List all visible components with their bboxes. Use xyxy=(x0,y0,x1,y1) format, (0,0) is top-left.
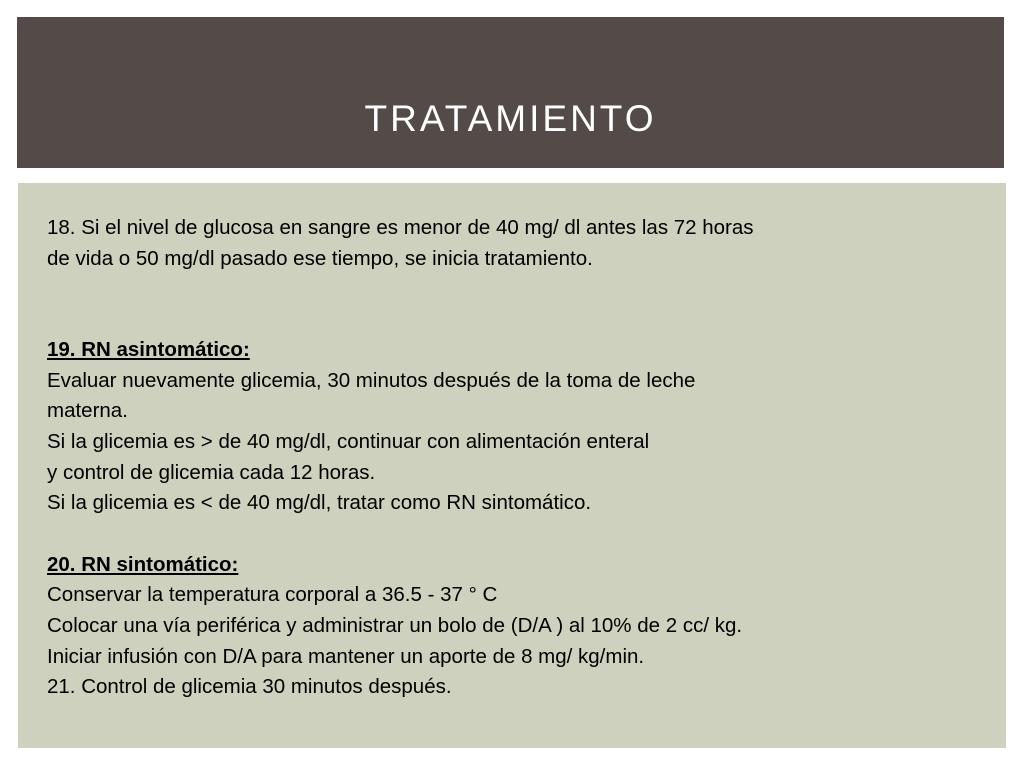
spacer xyxy=(47,519,947,550)
section-19-line: y control de glicemia cada 12 horas. xyxy=(47,460,376,484)
section-19-line: Evaluar nuevamente glicemia, 30 minutos después de la toma de leche xyxy=(47,368,696,392)
slide-title: TRATAMIENTO xyxy=(364,98,657,139)
section-19-line: Si la glicemia es < de 40 mg/dl, tratar como RN sintomático. xyxy=(47,491,592,515)
item-18-line-1: 18. Si el nivel de glucosa en sangre es menor de 40 mg/ dl antes las 72 horas xyxy=(47,216,754,239)
section-20-heading: 20. RN sintomático: xyxy=(47,552,239,576)
section-19-line: Si la glicemia es > de 40 mg/dl, continuar con alimentación enteral xyxy=(47,429,650,453)
section-20-line: Iniciar infusión con D/A para mantener un aporte de 8 mg/ kg/min. xyxy=(47,644,645,668)
item-21-line: 21. Control de glicemia 30 minutos después. xyxy=(47,675,452,699)
section-20-line: Colocar una vía periférica y administrar un bolo de (D/A ) al 10% de 2 cc/ kg. xyxy=(47,613,743,637)
slide-body xyxy=(47,213,947,703)
section-20-line: Conservar la temperatura corporal a 36.5 - 37 ° C xyxy=(47,583,498,607)
title-bar xyxy=(17,17,1004,168)
section-19-heading: 19. RN asintomático: xyxy=(47,338,250,362)
spacer xyxy=(47,274,947,335)
item-18-line-2: de vida o 50 mg/dl pasado ese tiempo, se inicia tratamiento. xyxy=(47,246,593,270)
section-19-line: materna. xyxy=(47,399,128,423)
